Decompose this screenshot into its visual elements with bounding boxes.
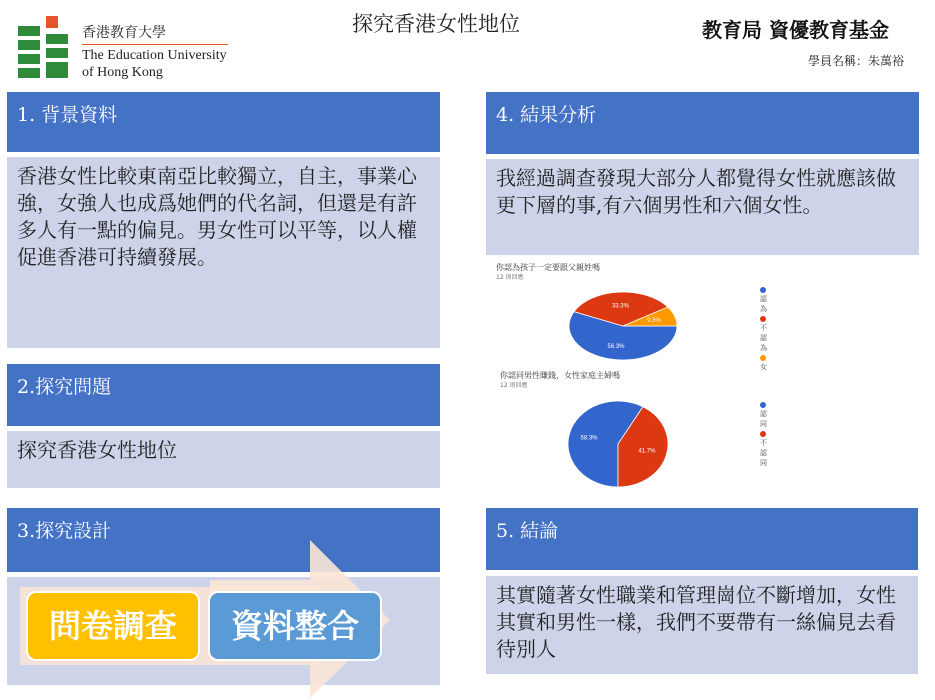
analysis-body: 我經過調查發現大部分人都覺得女性就應該做更下層的事,有六個男性和六個女性。 <box>486 159 919 255</box>
chart-1-legend-label-0: 認為 <box>760 296 767 313</box>
eduhk-logo-icon <box>16 12 74 80</box>
chart-2-slice-label-1: 41.7% <box>638 448 656 455</box>
chart-1-slice-label-0: 56.3% <box>607 343 625 350</box>
background-body: 香港女性比較東南亞比較獨立，自主，事業心強，女強人也成爲她們的代名詞，但還是有許多人有一點的偏見。男女性可以平等，以人權促進香港可持續發展。 <box>7 157 440 348</box>
chart-2 <box>488 366 767 496</box>
logo-english-name-1: The Education University <box>82 48 227 63</box>
chart-1-legend-label-2: 女 <box>760 364 767 371</box>
chart-2-legend-swatch-0 <box>760 402 766 408</box>
organization-name: 教育局 資優教育基金 <box>702 18 889 42</box>
chart-2-slice-label-0: 58.3% <box>580 435 598 442</box>
chart-1-legend-item-2 <box>760 355 770 372</box>
chart-2-legend-swatch-1 <box>760 431 766 437</box>
conclusion-body: 其實隨著女性職業和管理崗位不斷增加，女性其實和男性一樣，我們不要帶有一絲偏見去看待別人 <box>486 576 918 674</box>
chart-2-legend-item-0 <box>760 402 770 429</box>
question-heading: 2.探究問題 <box>7 364 440 426</box>
chart-1-title: 你認為孩子一定要跟父親姓嗎 <box>496 263 600 272</box>
analysis-heading: 4. 結果分析 <box>486 92 919 154</box>
chart-2-legend-item-1 <box>760 431 770 468</box>
chart-1-slice-label-1: 33.3% <box>611 303 629 310</box>
chart-1-subtitle: 12 則回應 <box>496 274 524 281</box>
chart-1-legend-label-1: 不認為 <box>760 325 767 352</box>
student-name: 學員名稱：朱萬裕 <box>808 54 905 68</box>
logo-chinese-name: 香港教育大學 <box>82 25 166 41</box>
chart-2-legend-label-1: 不認同 <box>760 440 767 467</box>
chart-2-legend <box>760 402 770 470</box>
page-title: 探究香港女性地位 <box>352 12 520 36</box>
chart-1-legend-swatch-2 <box>760 355 766 361</box>
chart-1-legend-item-0 <box>760 287 770 314</box>
university-logo <box>16 12 236 82</box>
chart-1-legend-swatch-0 <box>760 287 766 293</box>
logo-divider <box>82 44 228 45</box>
background-heading: 1. 背景資料 <box>7 92 440 152</box>
chart-1-pie <box>568 284 698 364</box>
chart-1-legend <box>760 287 770 374</box>
step-data-integration: 資料整合 <box>210 593 380 659</box>
chart-1-slice-label-2: 9.3% <box>647 318 661 325</box>
design-heading: 3.探究設計 <box>7 508 440 572</box>
chart-2-title: 你認同男性賺錢，女性家庭主婦嗎 <box>500 371 620 380</box>
logo-english-name-2: of Hong Kong <box>82 65 163 80</box>
step-survey: 問卷調查 <box>28 593 198 659</box>
chart-1 <box>488 262 767 371</box>
chart-1-legend-swatch-1 <box>760 316 766 322</box>
conclusion-heading: 5. 結論 <box>486 508 918 570</box>
chart-1-legend-item-1 <box>760 316 770 353</box>
chart-2-pie <box>568 394 688 494</box>
chart-2-legend-label-0: 認同 <box>760 411 767 428</box>
chart-2-subtitle: 12 則回應 <box>500 382 528 389</box>
question-body: 探究香港女性地位 <box>7 431 440 488</box>
